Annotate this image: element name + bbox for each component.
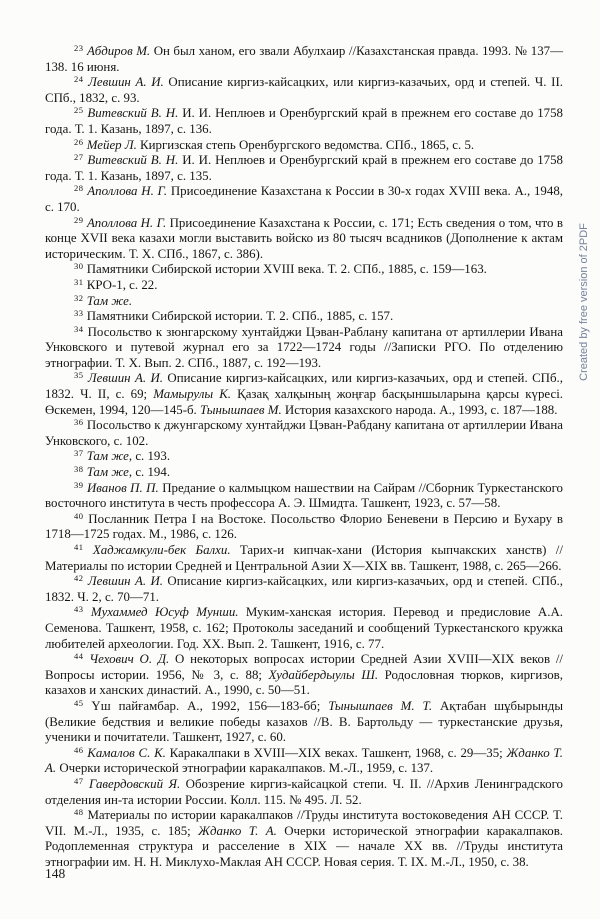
footnote-number: 25 <box>74 105 84 116</box>
footnote-number: 39 <box>74 479 84 490</box>
footnote-text: Посольство к джунгарскому хунтайджи Цэван-Рабдану капитана от артиллерии Ивана Унковского, с. 102. <box>45 418 563 448</box>
footnotes-list <box>45 44 563 870</box>
footnote-author: Мейер Л. <box>86 137 137 152</box>
footnote <box>45 153 563 184</box>
footnote-text: , с. 193. <box>128 449 171 464</box>
footnote-text: Қазақ халқының жоңғар басқыншыларына қарсы күресі. Өскемен, 1994, 120—145-б. <box>45 387 563 417</box>
footnote-text: Описание киргиз-кайсацких, или киргиз-казачьих, орд и степей. СПб., 1832. Ч. II, с. 69; <box>45 371 563 402</box>
footnote-author: Там же. <box>86 293 133 308</box>
footnote-number: 46 <box>74 744 84 755</box>
footnote-text: Очерки исторической этнографии каракалпаков. Родоплеменная структура и расселение в XIX — начале XX вв. //Труды института этнографии им. Н. Н. Миклухо-Маклая АН СССР. Новая серия. Т. IX. М.-Л., 1950, с. 38. <box>45 823 564 869</box>
footnote <box>45 184 563 215</box>
footnote <box>45 418 563 449</box>
footnote-text: Присоединение Казахстана к России, с. 171; Есть сведения о том, что в конце XVII века казахи могли выставить войско из 80 тысяч всадников (Дополнение к актам историческим. Т. X. СПб., 1867, с. 386). <box>45 215 563 261</box>
footnote-text: Үш пайғамбар. А., 1992, 156—183-бб; <box>91 698 329 713</box>
footnote <box>45 371 563 418</box>
footnote-author: Мухаммед Юсуф Мунши. <box>90 605 239 620</box>
footnote-text: И. И. Неплюев и Оренбургский край в прежнем его составе до 1758 года. Т. 1. Казань, 1897, с. 136. <box>45 106 563 136</box>
footnote <box>45 652 563 699</box>
footnote-author: Жданко Т. А. <box>45 745 563 776</box>
footnote <box>45 278 563 294</box>
footnote-author: Там же <box>86 465 129 480</box>
footnote <box>45 465 563 481</box>
footnote-number: 37 <box>74 448 84 459</box>
footnote <box>45 481 563 512</box>
footnote-number: 43 <box>74 604 84 615</box>
footnote-number: 38 <box>74 464 84 475</box>
footnote-author: Там же <box>86 449 129 464</box>
page-number: 148 <box>45 866 66 881</box>
footnote-author: Мамырулы К. <box>153 387 232 402</box>
footnote-author: Камалов С. К. <box>87 745 166 760</box>
footnote <box>45 605 563 652</box>
footnote-number: 27 <box>74 152 84 163</box>
footnote-text: КРО-1, с. 22. <box>86 277 158 292</box>
footnote-number: 30 <box>74 261 84 272</box>
footnote <box>45 574 563 605</box>
footnote-author: Абдиров М. <box>87 44 151 58</box>
footnote-number: 41 <box>74 542 84 552</box>
footnote-number: 23 <box>74 43 84 53</box>
footnote-author: Иванов П. П. <box>86 480 159 495</box>
footnote-text: Посланник Петра I на Востоке. Посольство Флорио Беневени в Персию и Бухару в 1718—1725 годах. М., 1986, с. 126. <box>45 511 563 542</box>
footnote-number: 44 <box>74 651 84 662</box>
footnote-text: О некоторых вопросах истории Средней Азии XVIII—XIX веков //Вопросы истории. 1956, № 3, с. 88; <box>45 652 563 682</box>
footnote-text: Муким-ханская история. Перевод и предисловие А.А. Семенова. Ташкент, 1958, с. 162; Протоколы заседаний и сообщений Туркестанского кружка любителей археологии. Год. XX. Вып. 2. Ташкент, 1916, с. 77. <box>45 605 563 651</box>
footnote <box>45 294 563 310</box>
footnote-text: Присоединение Казахстана к России в 30-х годах XVIII века. А., 1948, с. 170. <box>45 184 563 214</box>
footnote-text: , с. 194. <box>128 465 171 480</box>
footnote-author: Левшин А. И. <box>88 75 164 90</box>
footnote-author: Левшин А. И. <box>87 574 163 589</box>
footnote-number: 36 <box>74 417 84 428</box>
footnote <box>45 512 563 543</box>
footnote-text: Памятники Сибирской истории XVIII века. Т. 2. СПб., 1885, с. 159—163. <box>86 262 487 277</box>
footnote-author: Жданко Т. А. <box>198 823 277 838</box>
footnote-text: Тарих-и кипчак-хани (История кыпчакских ханств) //Материалы по истории Средней и Центральной Азии X—XIX вв. Ташкент, 1988, с. 265—266. <box>45 543 563 573</box>
footnote <box>45 746 563 777</box>
footnote-author: Аполлова Н. Г. <box>87 184 168 199</box>
footnote-author: Тынышпаев М. <box>200 402 282 417</box>
footnote-number: 24 <box>74 74 84 85</box>
footnote-number: 48 <box>74 807 84 818</box>
footnote <box>45 808 563 870</box>
footnote-text: Памятники Сибирской истории. Т. 2. СПб., 1885, с. 157. <box>86 309 394 324</box>
footnote-text: Очерки исторической этнографии каракалпаков. М.-Л., 1959, с. 137. <box>56 761 434 776</box>
footnote-text: Обозрение киргиз-кайсацкой степи. Ч. II. //Архив Ленинградского отделения ин-та истории России. Колл. 115. № 495. Л. 52. <box>45 776 563 807</box>
footnote-number: 35 <box>74 370 84 381</box>
footnote-text: Описание киргиз-кайсацких, или киргиз-казачьих, орд и степей. Ч. II. СПб., 1832, с. 93. <box>45 75 563 105</box>
footnote <box>45 44 563 75</box>
footnote-text: Посольство к зюнгарскому хунтайджи Цэван-Раблану капитана от артиллерии Ивана Унковского и путевой журнал его за 1722—1724 годы //Записки РГО. По отделению этнографии. Т. X. Вып. 2. СПб., 1887, с. 192—193. <box>45 324 563 370</box>
footnote-author: Витевский В. Н. <box>87 153 179 168</box>
footnote-number: 42 <box>74 573 84 584</box>
footnote-text: Киргизская степь Оренбургского ведомства. СПб., 1865, с. 5. <box>136 137 475 152</box>
footnote-text: Каракалпаки в XVIII—XIX веках. Ташкент, 1968, с. 29—35; <box>165 745 507 760</box>
footnote <box>45 325 563 372</box>
footnote-number: 40 <box>74 510 84 521</box>
footnote <box>45 216 563 263</box>
footnote-number: 26 <box>74 136 84 147</box>
footnote-number: 32 <box>74 292 84 303</box>
footnote-author: Аполлова Н. Г. <box>86 215 167 230</box>
footnote-number: 47 <box>74 775 84 786</box>
footnote <box>45 106 563 137</box>
footnote-author: Худайбердыулы Ш. <box>268 667 379 682</box>
footnote-text: Предание о калмыцком нашествии на Сайрам //Сборник Туркестанского восточного института в честь профессора А. Э. Шмидта. Ташкент, 1923, с. 57—58. <box>45 480 563 511</box>
footnote-author: Чехович О. Д. <box>89 652 170 667</box>
footnote-text: Родословная тюрков, киргизов, казахов и ханских династий. А., 1990, с. 50—51. <box>45 667 563 698</box>
footnote-number: 31 <box>74 276 84 287</box>
watermark-text: Created by free version of 2PDF <box>578 223 590 381</box>
footnote-author: Хаджамкули-бек Балхи. <box>92 543 231 557</box>
footnote-author: Левшин А. И. <box>87 371 163 386</box>
footnote-number: 33 <box>74 308 84 319</box>
footnote-text: Описание киргиз-кайсацких, или киргиз-казачьих, орд и степей. СПб., 1832. Ч. 2, с. 70—71. <box>45 574 563 604</box>
footnote-text: Материалы по истории каракалпаков //Труды института востоковедения АН СССР. Т. VII. М.-Л., 1935, с. 185; <box>45 808 563 838</box>
footnote-text: Ақтабан шұбырынды (Великие бедствия и великие победы казахов //В. В. Бартольду — туркестанские друзья, ученики и почитатели. Ташкент, 1927, с. 60. <box>45 698 563 745</box>
footnote-number: 29 <box>74 214 84 225</box>
footnote-author: Гавердовский Я. <box>88 776 181 791</box>
footnote-text: Он был ханом, его звали Абулхаир //Казахстанская правда. 1993. № 137—138. 16 июня. <box>45 44 563 74</box>
footnote <box>45 777 563 808</box>
footnote <box>45 262 563 278</box>
footnote-number: 28 <box>74 183 84 194</box>
footnote <box>45 309 563 325</box>
footnote <box>45 449 563 465</box>
footnote-text: И. И. Неплюев и Оренбургский край в прежнем его составе до 1758 года. Т. 1. Казань, 1897, с. 135. <box>45 153 563 183</box>
footnote-number: 34 <box>74 323 84 334</box>
footnote-author: Тынышпаев М. Т. <box>328 698 433 713</box>
footnote-number: 45 <box>74 697 84 708</box>
footnote <box>45 699 563 746</box>
footnote-author: Витевский В. Н. <box>87 106 179 121</box>
footnote-text: История казахского народа. А., 1993, с. 187—188. <box>281 402 558 417</box>
footnote <box>45 138 563 154</box>
footnote <box>45 543 563 574</box>
footnote <box>45 75 563 106</box>
